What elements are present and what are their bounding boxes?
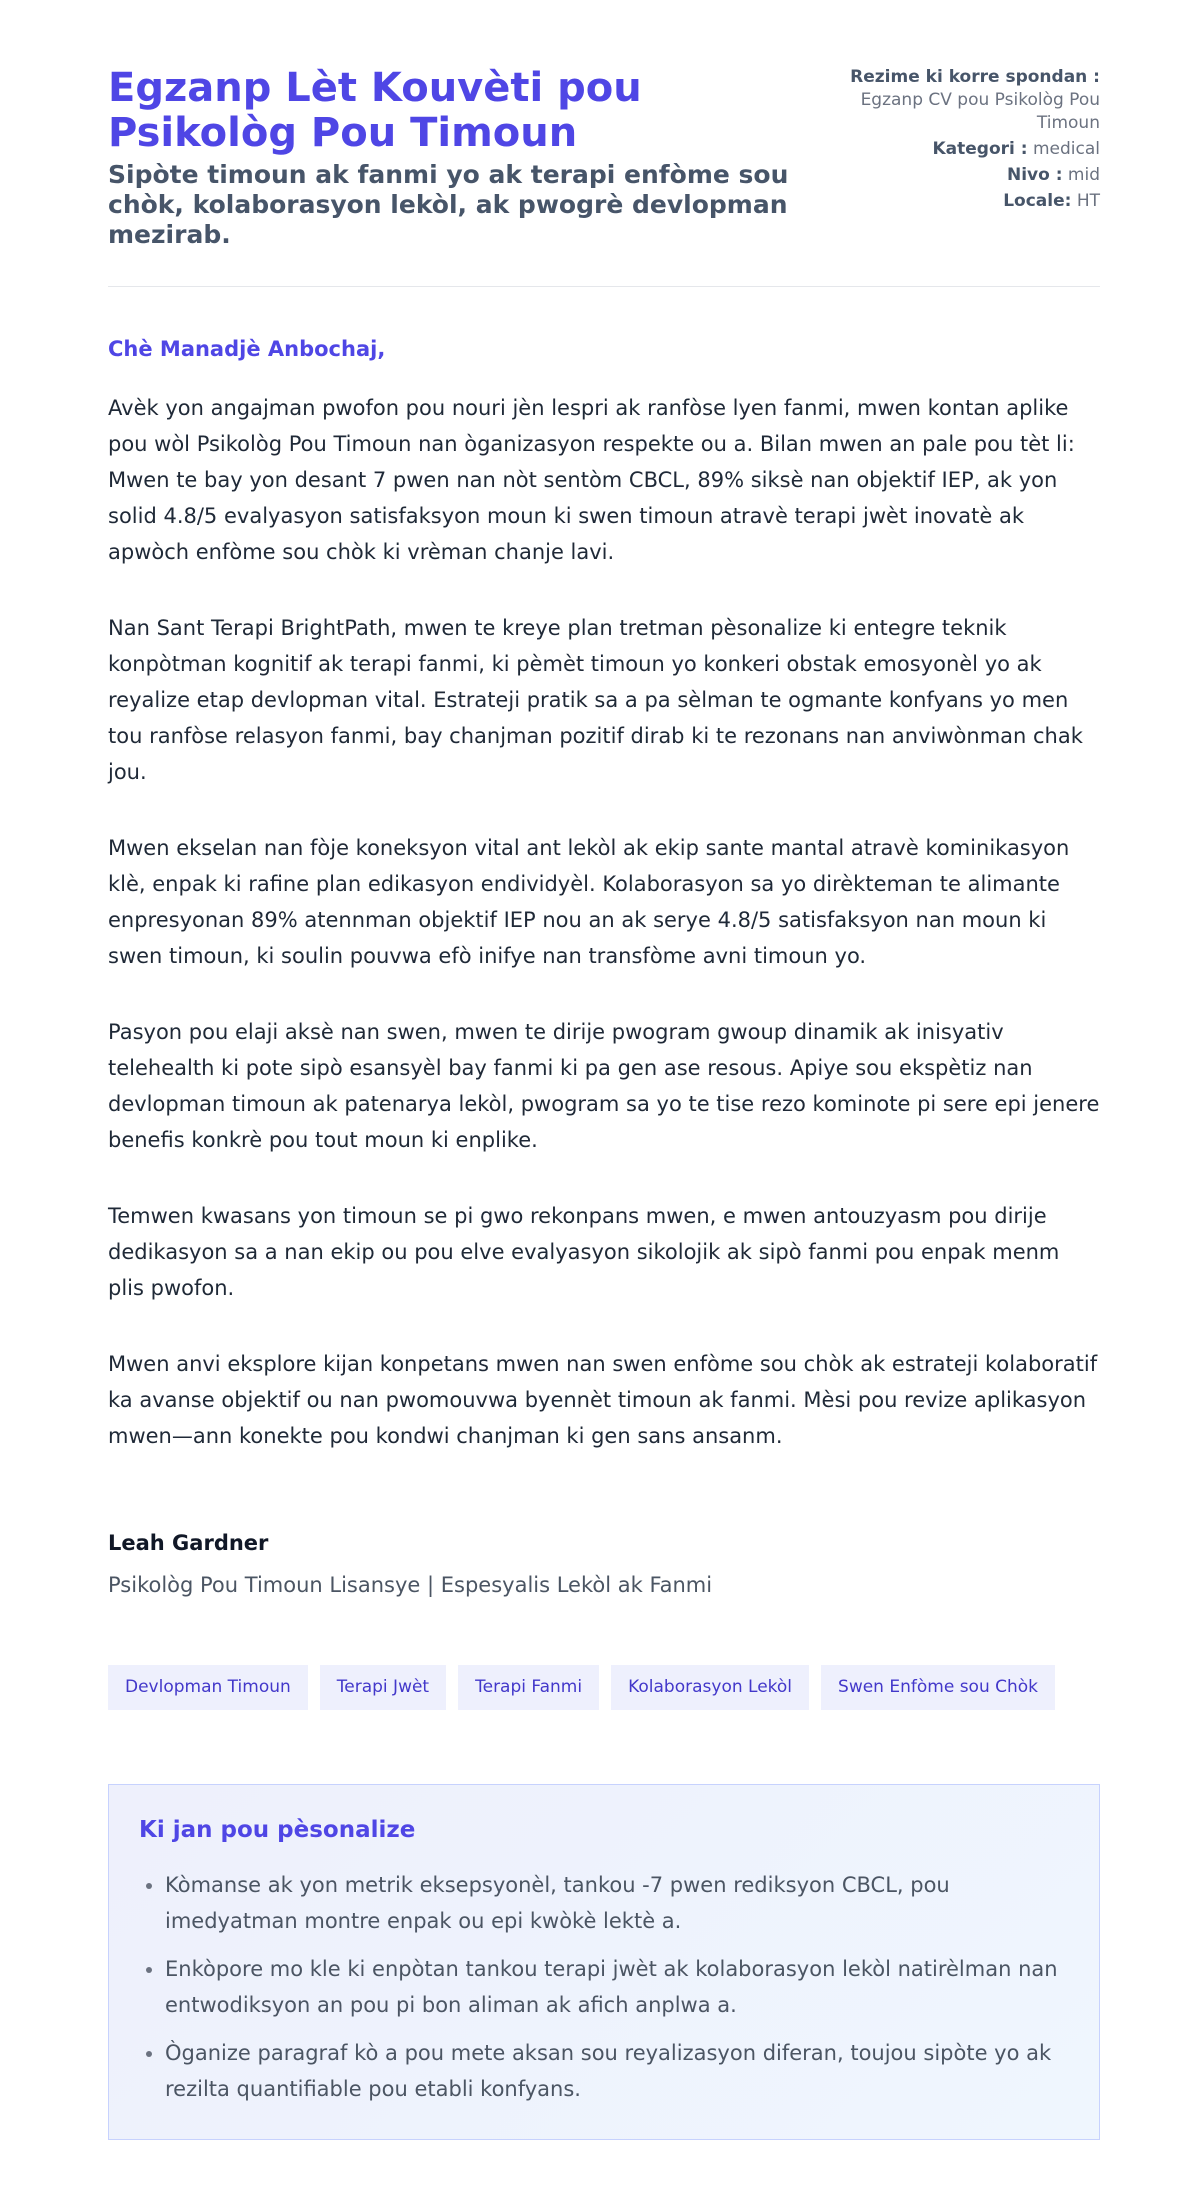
meta-locale-value: HT [1076,191,1100,211]
letter-paragraph: Avèk yon angajman pwofon pou nouri jèn lespri ak ranfòse lyen fanmi, mwen kontan aplike pou wòl Psikològ Pou Timoun nan òganizasyon respekte ou a. Bilan mwen an pale pou tèt li: Mwen te bay yon desant 7 pwen nan nòt sentòm CBCL, 89% siksè nan objektif IEP, ak yon solid 4.8/5 evalyasyon satisfaksyon moun ki swen timoun atravè terapi jwèt inovatè ak apwòch enfòme sou chòk ki vrèman chanje lavi. [108,396,1075,564]
meta-level-label: Nivo : [1006,165,1063,185]
skill-tag[interactable]: Terapi Jwèt [320,1665,446,1710]
tips-list-item: • Òganize paragraf kò a pou mete aksan sou reyalizasyon diferan, toujou sipòte yo ak rezilta quantifiable pou etabli konfyans. [165,2035,1085,2107]
meta-category-value: medical [1032,139,1100,159]
skill-tag[interactable]: Kolaborasyon Lekòl [611,1665,809,1710]
skill-tags [108,1665,1067,1710]
skill-tag[interactable]: Devlopman Timoun [108,1665,308,1710]
letter-paragraph: Mwen anvi eksplore kijan konpetans mwen nan swen enfòme sou chòk ak estrateji kolaboratif ka avanse objektif ou nan pwomouvwa byennèt timoun ak fanmi. Mèsi pou revize aplikasyon mwen—ann konekte pou kondwi chanjman ki gen sans ansanm. [108,1352,1098,1448]
tips-list-item: • Kòmanse ak yon metrik eksepsyonèl, tankou -7 pwen rediksyon CBCL, pou imedyatman montre enpak ou epi kwòkè lektè a. [165,1867,1085,1939]
letter-paragraph: Mwen ekselan nan fòje koneksyon vital ant lekòl ak ekip sante mantal atravè kominikasyon klè, enpak ki rafine plan edikasyon endividyèl. Kolaborasyon sa yo dirèkteman te alimante enpresyonan 89% atennman objektif IEP nou an ak serye 4.8/5 satisfaksyon nan moun ki swen timoun, ki soulin pouvwa efò inifye nan transfòme avni timoun yo. [108,836,1070,968]
meta-resume-link[interactable]: Egzanp CV pou Psikològ Pou Timoun [860,90,1100,133]
meta-category [810,138,1100,161]
signature-title: Psikològ Pou Timoun Lisansye | Espesyalis Lekòl ak Fanmi [108,1573,713,1597]
tips-list-item: • Enkòpore mo kle ki enpòtan tankou terapi jwèt ak kolaborasyon lekòl natirèlman nan entwodiksyon an pou pi bon aliman ak afich anplwa a. [165,1951,1085,2023]
skill-tag[interactable]: Swen Enfòme sou Chòk [821,1665,1055,1710]
letter-greeting: Chè Manadjè Anbochaj, [108,337,386,361]
meta-category-label: Kategori : [932,139,1028,159]
meta-panel [810,66,1100,213]
meta-resume [810,66,1100,135]
page-subtitle: Sipòte timoun ak fanmi yo ak terapi enfòme sou chòk, kolaborasyon lekòl, ak pwogrè devlopman mezirab. [108,160,789,249]
customization-tips-box [108,1784,1100,2140]
cover-letter-page [108,0,1100,2101]
page-title: Egzanp Lèt Kouvèti pou Psikològ Pou Timoun [108,65,642,156]
meta-resume-label: Rezime ki korre spondan : [850,67,1100,87]
letter-body [108,390,1100,1494]
header [108,0,1100,287]
meta-level-value: mid [1067,165,1100,185]
signature-name: Leah Gardner [108,1531,269,1555]
letter-paragraph: Temwen kwasans yon timoun se pi gwo rekonpans mwen, e mwen antouzyasm pou dirije dedikasyon sa a nan ekip ou pou elve evalyasyon sikolojik ak sipò fanmi pou enpak menm plis pwofon. [108,1204,1060,1300]
letter-paragraph: Pasyon pou elaji aksè nan swen, mwen te dirije pwogram gwoup dinamik ak inisyativ telehealth ki pote sipò esansyèl bay fanmi ki pa gen ase resous. Apiye sou ekspètiz nan devlopman timoun ak patenarya lekòl, pwogram sa yo te tise rezo kominote pi sere epi jenere benefis konkrè pou tout moun ki enplike. [108,1020,1100,1152]
meta-locale [810,190,1100,213]
tips-title: Ki jan pou pèsonalize [139,1817,416,1843]
meta-locale-label: Locale: [1003,191,1072,211]
letter-paragraph: Nan Sant Terapi BrightPath, mwen te kreye plan tretman pèsonalize ki entegre teknik konpòtman kognitif ak terapi fanmi, ki pèmèt timoun yo konkeri obstak emosyonèl yo ak reyalize etap devlopman vital. Estrateji pratik sa a pa sèlman te ogmante konfyans yo men tou ranfòse relasyon fanmi, bay chanjman pozitif dirab ki te rezonans nan anviwònman chak jou. [108,616,1083,784]
skill-tag[interactable]: Terapi Fanmi [458,1665,599,1710]
tips-list [139,1867,1085,2119]
meta-level [810,164,1100,187]
